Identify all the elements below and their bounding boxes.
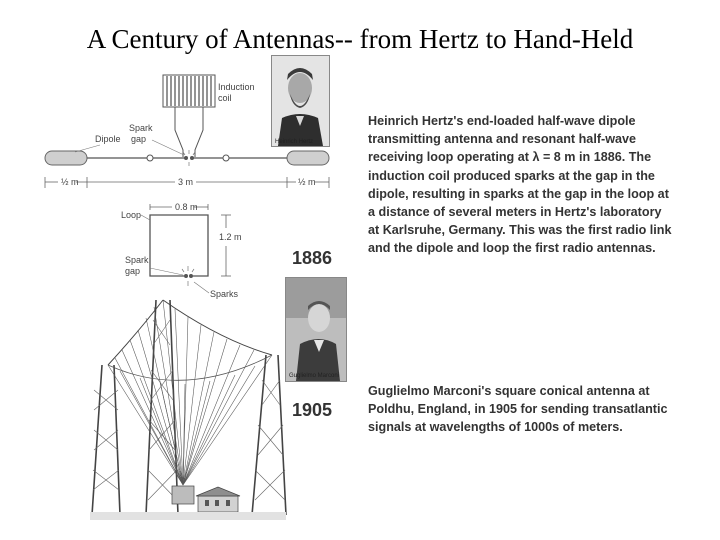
page-title: A Century of Antennas-- from Hertz to Hand-Held <box>86 24 634 54</box>
marconi-antenna-illustration <box>88 300 288 522</box>
hertz-year: 1886 <box>292 248 333 268</box>
marconi-caption-line: Poldhu, England, in 1905 for sending transatlantic <box>368 402 668 417</box>
marconi-photo-caption: Guglielmo Marconi <box>289 373 340 379</box>
sparks-label: Sparks <box>210 289 239 299</box>
dipole-label: Dipole <box>95 134 121 144</box>
spark-gap-label: Spark <box>129 123 153 133</box>
loop-height-label: 1.2 m <box>219 232 242 242</box>
loop-spark-gap-label-2: gap <box>125 266 141 276</box>
hertz-caption-line: at Karlsruhe, Germany. This was the first radio link <box>368 223 672 238</box>
hertz-caption-line: dipole, resulting in sparks at the gap in the loop at <box>368 186 669 201</box>
induction-coil-label-2: coil <box>218 93 232 103</box>
loop-label: Loop <box>121 210 142 220</box>
marconi-caption-line: signals at wavelengths of 1000s of meters. <box>368 420 623 435</box>
hertz-caption-line: and the dipole and loop the first radio antennas. <box>368 241 656 256</box>
dim-half-m-right: ½ m <box>298 177 316 187</box>
hertz-caption-line: a distance of several meters in Hertz's laboratory <box>368 205 662 220</box>
hertz-photo-caption: Heinrich Hertz <box>275 139 314 145</box>
dim-three-m: 3 m <box>178 177 194 187</box>
hertz-portrait-image <box>272 56 329 146</box>
hertz-caption-line: Heinrich Hertz's end-loaded half-wave dipole <box>368 114 636 128</box>
loop-spark-gap-label: Spark <box>125 255 149 265</box>
hertz-caption-line: transmitting antenna and resonant half-wave <box>368 132 637 147</box>
dim-half-m-left: ½ m <box>61 177 79 187</box>
receiving-loop <box>150 204 231 286</box>
marconi-caption-line: Guglielmo Marconi's square conical antenna at <box>368 384 650 398</box>
spark-gap-label-2: gap <box>131 134 147 144</box>
dipole <box>45 150 329 166</box>
hertz-caption-line: induction coil produced sparks at the gap in the <box>368 168 655 183</box>
induction-coil <box>163 75 215 157</box>
marconi-year: 1905 <box>292 400 333 420</box>
induction-coil-label: Induction <box>218 82 255 92</box>
hertz-portrait <box>271 55 330 147</box>
marconi-caption <box>368 382 708 437</box>
hertz-caption-line: receiving loop operating at λ = 8 m in 1886. The <box>368 150 652 165</box>
marconi-portrait-image <box>286 278 346 381</box>
loop-width-label: 0.8 m <box>175 202 198 212</box>
hertz-caption <box>368 112 713 258</box>
marconi-portrait <box>285 277 347 382</box>
